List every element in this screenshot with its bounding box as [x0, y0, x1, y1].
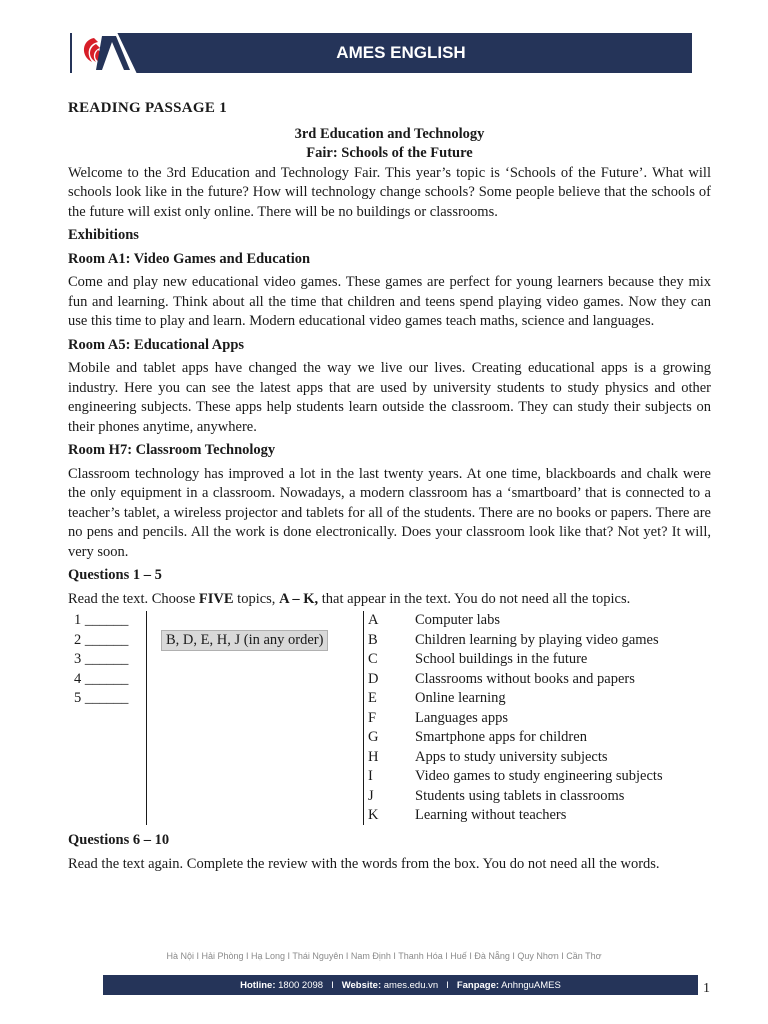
- ames-logo-icon: [72, 30, 138, 76]
- questions-1-5-instructions: Read the text. Choose FIVE topics, A – K, that appear in the text. You do not need all the topics.: [68, 590, 631, 607]
- questions-1-5-heading: Questions 1 – 5: [68, 567, 162, 583]
- table-divider-right: [363, 611, 364, 825]
- topic-row: D Classrooms without books and papers: [368, 670, 635, 687]
- room-a1-text: Come and play new educational video games. These games are perfect for young learners because they mix fun and learning. Think about all the time that children and teens spend playing video games. Now they can use this time to play and learn. Modern educational video games teach maths, science and languages.: [68, 274, 711, 329]
- footer-website[interactable]: Website: ames.edu.vn: [341, 979, 439, 991]
- answer-blank-2[interactable]: 2 ______: [74, 631, 129, 648]
- topic-row: F Languages apps: [368, 709, 509, 726]
- room-a5-heading: Room A5: Educational Apps: [68, 336, 245, 353]
- topic-row: J Students using tablets in classrooms: [368, 787, 625, 804]
- answer-blank-4[interactable]: 4 ______: [74, 670, 129, 687]
- matching-table: [68, 611, 711, 825]
- topic-row: E Online learning: [368, 690, 506, 706]
- footer-cities: Hà Nội I Hải Phòng I Hạ Long I Thái Nguyên I Nam Định I Thanh Hóa I Huế I Đà Nẵng I Quy Nhơn I Cần Thơ: [166, 951, 602, 961]
- footer-hotline: Hotline: 1800 2098: [240, 979, 324, 991]
- footer-separator: I: [446, 979, 449, 991]
- page-number: 1: [703, 981, 710, 996]
- brand-title: AMES ENGLISH: [336, 43, 466, 62]
- topic-row: B Children learning by playing video games: [368, 631, 659, 648]
- room-h7-heading: Room H7: Classroom Technology: [68, 442, 276, 458]
- questions-6-10-instructions: Read the text again. Complete the review with the words from the box. You do not need all the words.: [68, 855, 660, 872]
- passage-label: READING PASSAGE 1: [68, 100, 228, 116]
- topic-list: [368, 611, 711, 826]
- room-a5-text: Mobile and tablet apps have changed the way we live our lives. Creating educational apps is a growing industry. Here you can see the latest apps that are used by university students to study physics and other engineering subjects. These apps help students learn outside the classroom. They can study their subjects on their phones anytime, anywhere.: [68, 360, 711, 435]
- answer-blank-5[interactable]: 5 ______: [74, 690, 129, 706]
- topic-row: I Video games to study engineering subjects: [368, 768, 663, 784]
- passage-title-line1: 3rd Education and Technology: [294, 125, 485, 142]
- topic-row: H Apps to study university subjects: [368, 748, 608, 765]
- document-body: [68, 99, 711, 874]
- topic-row: K Learning without teachers: [368, 807, 567, 823]
- footer-separator: I: [331, 979, 334, 991]
- exhibitions-heading: Exhibitions: [68, 227, 139, 243]
- passage-title-line2: Fair: Schools of the Future: [306, 145, 473, 161]
- room-h7-text: Classroom technology has improved a lot in the last twenty years. At one time, blackboards and chalk were the only equipment in a classroom. Nowadays, a modern classroom has a ‘smartboard’ that is connected to a teacher’s tablet, a wireless projector and tablets for all of the students. There are no books or papers. There are no pens and pencils. All the work is done electronically. Does your classroom look like that? Not yet? It will, very soon.: [68, 465, 711, 560]
- header-bar: [70, 33, 692, 73]
- footer-fanpage[interactable]: Fanpage: AnhnguAMES: [456, 979, 561, 991]
- topic-row: C School buildings in the future: [368, 651, 588, 667]
- answer-key: B, D, E, H, J (in any order): [161, 630, 328, 651]
- topic-row: G Smartphone apps for children: [368, 729, 587, 745]
- topic-row: A Computer labs: [368, 612, 500, 628]
- questions-6-10-heading: Questions 6 – 10: [68, 832, 170, 848]
- intro-paragraph: Welcome to the 3rd Education and Technology Fair. This year’s topic is ‘Schools of the Future’. What will schools look like in the future? How will technology change schools? Some people believe that the schools of the future will exist only online. There will be no buildings or classrooms.: [68, 164, 711, 220]
- answer-blank-3[interactable]: 3 ______: [74, 651, 129, 667]
- room-a1-heading: Room A1: Video Games and Education: [68, 250, 311, 267]
- answer-blank-1[interactable]: 1 ______: [74, 612, 129, 628]
- table-divider-left: [146, 611, 147, 825]
- footer-bar: [103, 975, 698, 995]
- answer-blanks: [74, 611, 144, 709]
